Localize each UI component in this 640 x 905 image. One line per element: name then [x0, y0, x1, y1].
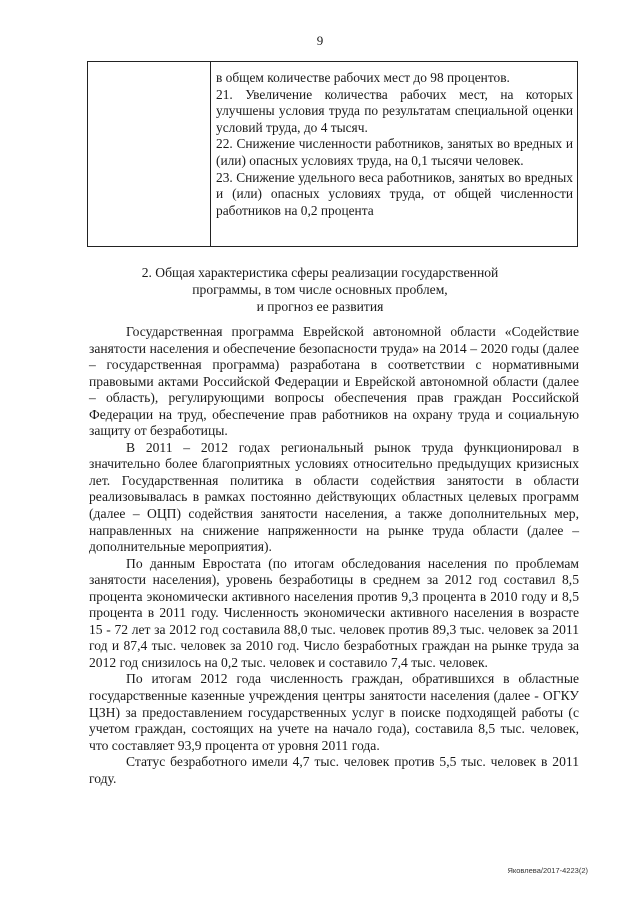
section-heading — [0, 264, 640, 315]
body-paragraph: В 2011 – 2012 годах региональный рынок труда функционировал в значительно более благоприятных условиях относительно предыдущих кризисных лет. Государственная политика в области содействия занятости в области реализовывалась в рамках постоянно действующих областных целевых программ (далее – ОЦП) содействия занятости населения, а также дополнительных мер, направленных на снижение напряженности на рынке труда области (далее – дополнительные мероприятия). — [89, 439, 579, 555]
page-number: 9 — [316, 33, 324, 48]
section-heading-line: 2. Общая характеристика сферы реализации государственной — [141, 265, 499, 280]
body-paragraph: По данным Евростата (по итогам обследования населения по проблемам занятости населения), уровень безработицы в среднем за 2012 год составил 8,5 процента экономически активного населения против 9,3 процента в 2010 году и 8,5 процента в 2011 году. Численность экономически активного населения в возрасте 15 - 72 лет за 2012 год составила 88,0 тыс. человек против 89,3 тыс. человек за 2011 год и 87,4 тыс. человек за 2010 год. Число безработных граждан на рынке труда за 2012 год снизилось на 0,2 тыс. человек и составило 7,4 тыс. человек. — [89, 555, 579, 670]
table-line: 23. Снижение удельного веса работников, занятых во вредных и (или) опасных условиях труда, от общей численности работников на 0,2 процента — [216, 169, 573, 218]
table-line: в общем количестве рабочих мест до 98 процентов. — [216, 70, 510, 85]
footer-document-code: Яковлева/2017-4223(2) — [507, 866, 588, 875]
table-line: 21. Увеличение количества рабочих мест, на которых улучшены условия труда по результатам специальной оценки условий труда, до 4 тысяч. — [216, 86, 573, 135]
section-heading-line: и прогноз ее развития — [256, 299, 384, 314]
body-paragraph: Государственная программа Еврейской автономной области «Содействие занятости населения и обеспечение безопасности труда» на 2014 – 2020 годы (далее – государственная программа) разработана в соответствии с нормативными правовыми актами Российской Федерации и Еврейской автономной области (далее – область), регулирующими вопросы обеспечения прав граждан Российской Федерации на труд, обеспечение прав работников на охрану труда и социальную защиту от безработицы. — [89, 324, 579, 439]
table-cell-empty — [88, 62, 211, 246]
continuation-table — [87, 61, 578, 247]
table-line: 22. Снижение численности работников, занятых во вредных и (или) опасных условиях труда, на 0,1 тысячи человек. — [216, 136, 573, 168]
section-heading-line: программы, в том числе основных проблем, — [192, 282, 448, 297]
body-paragraph: Статус безработного имели 4,7 тыс. человек против 5,5 тыс. человек в 2011 году. — [89, 754, 579, 786]
body-text — [89, 324, 579, 787]
table-cell-content — [211, 62, 577, 246]
body-paragraph: По итогам 2012 года численность граждан, обратившихся в областные государственные казенные учреждения центры занятости населения (далее - ОГКУ ЦЗН) за предоставлением государственных услуг в поиске подходящей работы (с учетом граждан, состоящих на учете на начало года), составила 8,5 тыс. человек, что составляет 93,9 процента от уровня 2011 года. — [89, 671, 579, 753]
